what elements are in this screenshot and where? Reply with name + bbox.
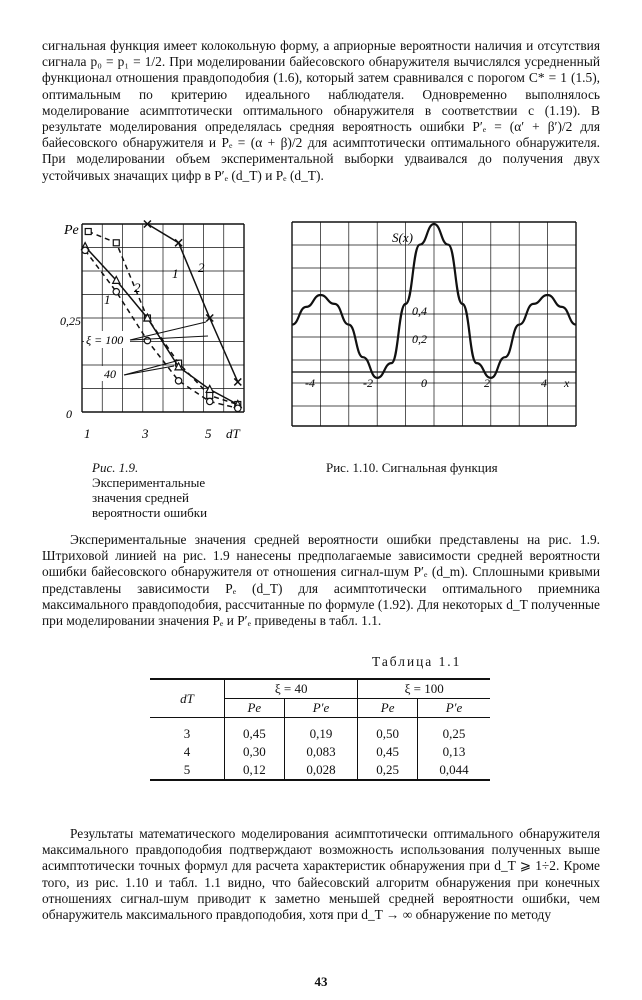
- paragraph-bottom: Результаты математического моделирования асимптотически оптимального обнаружителя максимального правдоподобия подтверждают возможность использования полученных выше асимптотически точных формул для расчета характеристик обнаружения при d_T ⩾ 1÷2. Кроме того, из рис. 1.10 и табл. 1.1 видно, что байесовский алгоритм обнаружения при конечных отношениях сигнал-шум приводит к заметно меньшей средней вероятности ошибки, чем обнаружитель максимального правдоподобия, хотя при d_T → ∞ обнаружение по методу: [42, 826, 600, 923]
- fig9-marker-square: [113, 240, 119, 246]
- fig9-curve-label-2-solid: 2: [198, 260, 205, 275]
- fig10-y-label: S(x): [392, 230, 413, 245]
- fig9-xi-40-label: 40: [104, 367, 116, 381]
- fig9-leader-100-b: [130, 336, 208, 340]
- fig9-leader-40-a: [124, 366, 174, 375]
- fig9-marker-circle: [175, 378, 181, 384]
- fig9-curve-label-2-dashed: 2: [134, 280, 141, 295]
- fig9-marker-x: [234, 378, 241, 385]
- table-header-dt: dT: [150, 679, 225, 718]
- figures-row: [58, 212, 598, 502]
- table-row: 4 0,30 0,083 0,45 0,13: [150, 743, 490, 761]
- fig10-y-tick-02: 0,2: [412, 332, 427, 346]
- fig9-y-tick-0: 0: [66, 407, 72, 421]
- figure-1-9: [58, 212, 258, 442]
- fig10-x-label: x: [564, 376, 570, 390]
- fig9-leader-40-b: [124, 360, 180, 375]
- table-row: 5 0,12 0,028 0,25 0,044: [150, 761, 490, 780]
- table-sub-peprime-1: P′e: [284, 699, 358, 718]
- page-number: 43: [314, 974, 328, 989]
- fig9-marker-triangle: [206, 385, 213, 392]
- fig10-y-tick-04: 0,4: [412, 304, 427, 318]
- table-sub-pe-2: Pe: [358, 699, 418, 718]
- fig9-leader-100-a: [130, 322, 206, 340]
- fig10-x-tick-4: 4: [541, 376, 547, 390]
- fig9-y-tick-025: 0,25: [60, 314, 81, 328]
- fig9-marker-circle: [144, 337, 150, 343]
- fig9-xi-100-label: ξ = 100: [86, 333, 124, 347]
- fig9-x-axis-label: dT: [226, 426, 240, 441]
- figure-1-10: [290, 212, 580, 442]
- table-header-xi100: ξ = 100: [358, 679, 490, 699]
- table-sub-pe-1: Pe: [225, 699, 285, 718]
- fig9-x-tick-1: 1: [84, 426, 91, 441]
- fig9-series: [82, 221, 242, 412]
- fig10-x-tick-m4: -4: [305, 376, 315, 390]
- table-sub-peprime-2: P′e: [417, 699, 490, 718]
- fig9-marker-circle: [113, 288, 119, 294]
- fig10-x-tick-2: 2: [484, 376, 490, 390]
- paragraph-top: сигнальная функция имеет колокольную форму, а априорные вероятности наличия и отсутствия сигнала p₀ = p₁ = 1/2. При моделировании байесовского обнаружителя вычислялся усредненный функционал отношения правдоподобия (1.6), который затем сравнивался с порогом C* = 1 (1.5), оптимальным по критерию идеального наблюдателя. Одновременно выполнялось моделирование асимптотически оптимального обнаружителя в соответствии с (1.19). В результате моделирования определялась средняя вероятность ошибки P′ₑ = (α′ + β′)/2 для байесовского обнаружителя и Pₑ = (α + β)/2 для асимптотически оптимального обнаружителя. При моделировании объем экспериментальной выборки удваивался до получения двух устойчивых значащих цифр в P′ₑ (d_T) и Pₑ (d_T).: [42, 38, 600, 183]
- fig9-marker-square: [85, 229, 91, 235]
- fig9-caption-text: Экспериментальные значения средней вероятности ошибки: [92, 475, 208, 520]
- fig9-marker-circle: [82, 247, 88, 253]
- table-1-1: [150, 678, 490, 781]
- fig9-x-tick-5: 5: [205, 426, 212, 441]
- fig9-y-axis-label: Pe: [64, 223, 79, 238]
- table-header-xi40: ξ = 40: [225, 679, 358, 699]
- table-title: Таблица 1.1: [372, 654, 462, 669]
- fig10-grid: [292, 222, 576, 426]
- paragraph-middle: Экспериментальные значения средней вероятности ошибки представлены на рис. 1.9. Штриховой линией на рис. 1.9 нанесены предполагаемые зависимости средней вероятности ошибки байесовского обнаружителя от отношения сигнал-шум P′ₑ (d_m). Сплошными кривыми представлены зависимости Pₑ (d_T) для асимптотически оптимального приемника максимального правдоподобия, рассчитанные по формуле (1.92). Для некоторых d_T полученные при моделировании значения Pₑ и P′ₑ приведены в табл. 1.1.: [42, 532, 600, 629]
- fig9-grid: [82, 224, 244, 412]
- fig10-caption: Рис. 1.10. Сигнальная функция: [326, 460, 498, 475]
- fig10-x-tick-0: 0: [421, 376, 427, 390]
- table-row: 3 0,45 0,19 0,50 0,25: [150, 718, 490, 744]
- fig9-caption-label: Рис. 1.9.: [92, 460, 139, 475]
- fig10-x-tick-m2: -2: [363, 376, 373, 390]
- fig9-marker-circle: [207, 398, 213, 404]
- fig9-marker-square: [207, 392, 213, 398]
- fig9-curve-label-1-dashed: 1: [104, 292, 111, 307]
- fig9-marker-circle: [235, 405, 241, 411]
- fig9-curve-label-1-solid: 1: [172, 266, 179, 281]
- fig9-x-tick-3: 3: [142, 426, 149, 441]
- fig9-marker-x: [175, 239, 182, 246]
- fig9-caption: [92, 460, 242, 520]
